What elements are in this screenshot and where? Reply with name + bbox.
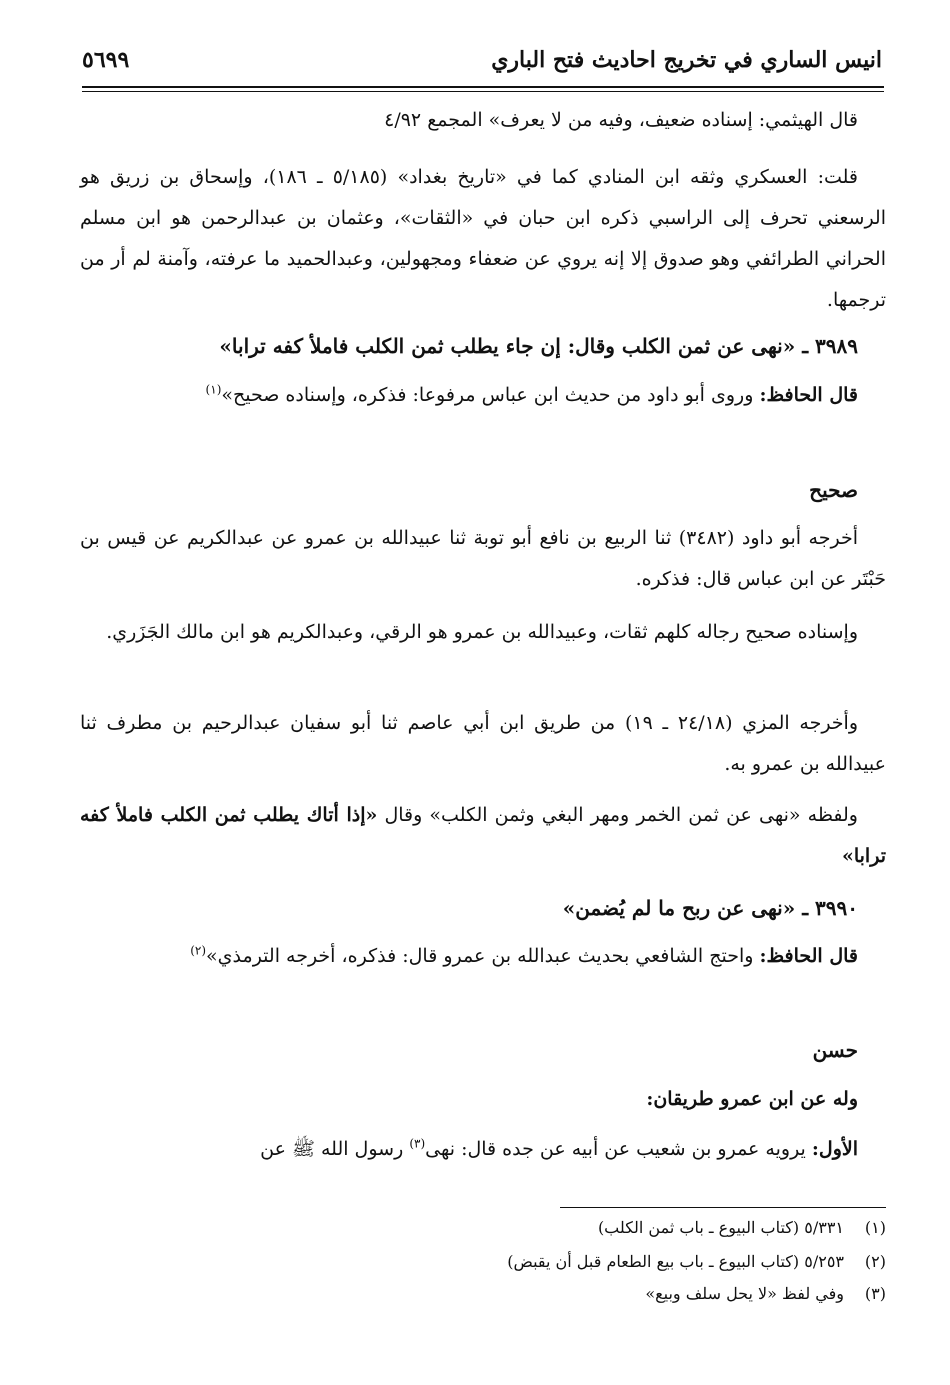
hadith-heading-3989: ٣٩٨٩ ـ «نهى عن ثمن الكلب وقال: إن جاء يطلب ثمن الكلب فاملأ كفه ترابا» xyxy=(219,334,858,358)
footnote-ref-1[interactable]: (١) xyxy=(205,382,222,397)
paragraph-first-path xyxy=(80,1129,886,1170)
hafiz-text-2: واحتج الشافعي بحديث عبدالله بن عمرو قال: فذكره، أخرجه الترمذي» xyxy=(206,945,760,967)
paragraph-abu-dawud: أخرجه أبو داود (٣٤٨٢) ثنا الربيع بن نافع أبو توبة ثنا عبيدالله بن عمرو عن عبدالكريم عن قيس بن حَبْتَر عن ابن عباس قال: فذكره. xyxy=(80,527,886,590)
paragraph-haythami: قال الهيثمي: إسناده ضعيف، وفيه من لا يعرف» المجمع ٤/٩٢ xyxy=(384,109,858,131)
footnote-2 xyxy=(80,1248,886,1276)
paths-heading: وله عن ابن عمرو طريقان: xyxy=(646,1088,858,1110)
paragraph-qultu: قلت: العسكري وثقه ابن المنادي كما في «تاريخ بغداد» (٥/١٨٥ ـ ١٨٦)، وإسحاق بن زريق هو الرسعني تحرف إلى الراسبي ذكره ابن حبان في «الثقات»، وعثمان بن عبدالرحمن هو ابن مسلم الحراني الطرائفي وهو صدوق إلا إنه يروي عن ضعفاء ومجهولين، وعبدالحميد ما عرفته، وآمنة لم أر من ترجمها. xyxy=(80,166,886,311)
grade-sahih: صحيح xyxy=(809,478,858,502)
paragraph-hafiz-1 xyxy=(80,375,886,416)
hafiz-label-2: قال الحافظ: xyxy=(759,945,858,967)
lafzuhu-text: ولفظه «نهى عن ثمن الخمر ومهر البغي وثمن الكلب» وقال xyxy=(377,804,858,826)
paragraph-lafzuhu xyxy=(80,795,886,877)
first-text: يرويه عمرو بن شعيب عن أبيه عن جده قال: نهى xyxy=(425,1138,812,1160)
footnote-3 xyxy=(80,1280,886,1308)
grade-hasan: حسن xyxy=(812,1038,858,1062)
hafiz-label: قال الحافظ: xyxy=(759,384,858,406)
page-number: ٥٦٩٩ xyxy=(82,47,130,73)
footnote-ref-2[interactable]: (٢) xyxy=(190,943,207,958)
first-label: الأول: xyxy=(811,1138,858,1160)
lafzuhu-bold-quote: «إذا أتاك يطلب ثمن الكلب فاملأ كفه ترابا» xyxy=(80,804,886,867)
first-text-cont: رسول الله ﷺ عن xyxy=(260,1138,410,1160)
header-rule xyxy=(82,86,884,92)
footnote-1 xyxy=(80,1214,886,1242)
footnote-number: (١) xyxy=(864,1218,886,1237)
running-header-title: انيس الساري في تخريج احاديث فتح الباري xyxy=(491,47,882,73)
footnote-separator xyxy=(560,1207,886,1208)
hafiz-text: وروى أبو داود من حديث ابن عباس مرفوعا: فذكره، وإسناده صحيح» xyxy=(221,384,760,406)
footnote-text: وفي لفظ «لا يحل سلف وبيع» xyxy=(645,1284,844,1303)
footnote-number: (٣) xyxy=(864,1284,886,1303)
hadith-heading-3990: ٣٩٩٠ ـ «نهى عن ربح ما لم يُضمن» xyxy=(562,896,858,920)
footnote-text: ٥/٢٥٣ (كتاب البيوع ـ باب بيع الطعام قبل أن يقبض) xyxy=(507,1252,844,1271)
paragraph-mizzi: وأخرجه المزي (٢٤/١٨ ـ ١٩) من طريق ابن أبي عاصم ثنا أبو سفيان عبدالرحيم بن مطرف ثنا عبيدالله بن عمرو به. xyxy=(80,712,886,775)
footnote-text: ٥/٣٣١ (كتاب البيوع ـ باب ثمن الكلب) xyxy=(597,1218,844,1237)
footnote-ref-3[interactable]: (٣) xyxy=(409,1136,426,1151)
paragraph-hafiz-2 xyxy=(80,936,886,977)
paragraph-isnad: وإسناده صحيح رجاله كلهم ثقات، وعبيدالله بن عمرو هو الرقي، وعبدالكريم هو ابن مالك الجَزَري. xyxy=(106,621,858,643)
footnote-number: (٢) xyxy=(864,1252,886,1271)
